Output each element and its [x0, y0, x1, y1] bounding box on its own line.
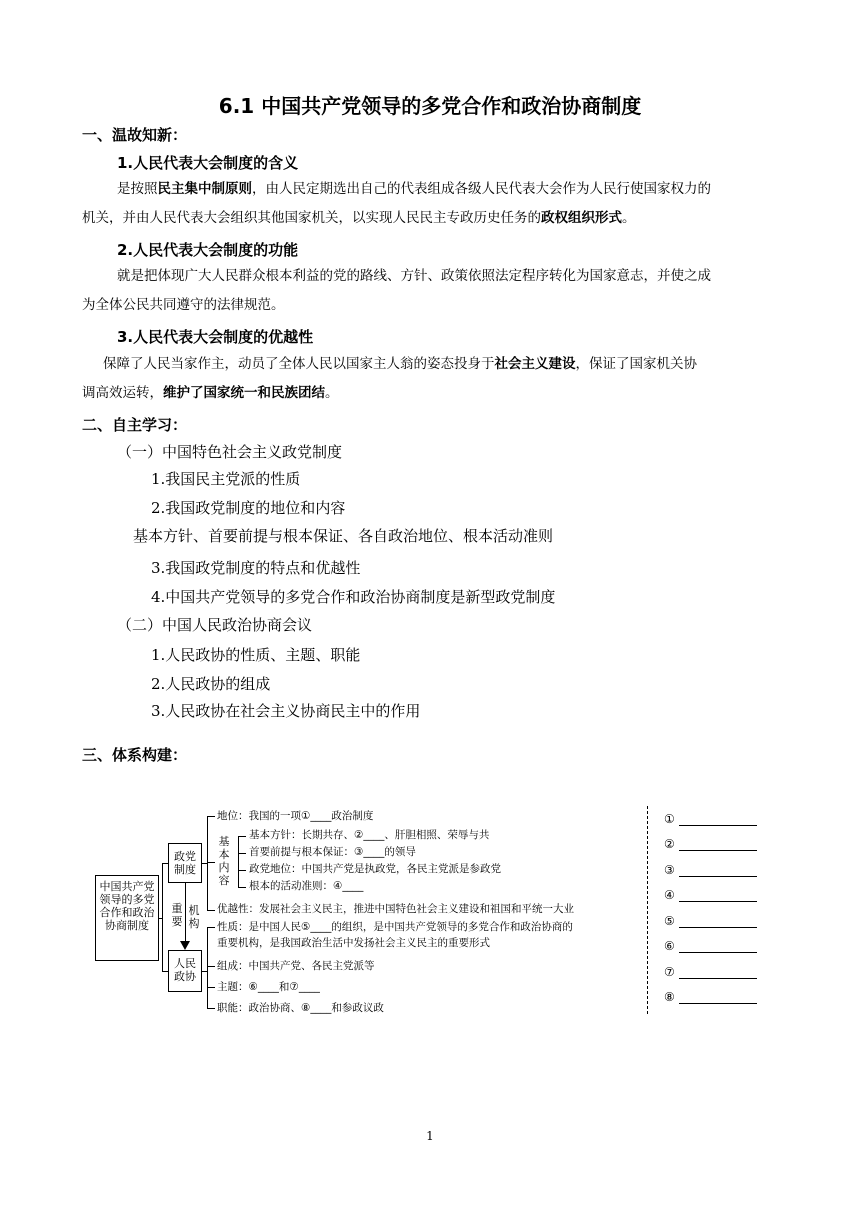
outline-item: 2.人民政协的组成 — [151, 675, 271, 693]
link-label-a: 重要 — [171, 902, 183, 928]
outline-item: 3.我国政党制度的特点和优越性 — [151, 559, 361, 577]
subsection-2-line-1: 就是把体现广大人民群众根本利益的党的路线、方针、政策依照法定程序转化为国家意志，并使之成 — [117, 268, 711, 284]
status-item: 地位：我国的一项①____政治制度 — [217, 810, 374, 822]
composition-item: 组成：中国共产党、各民主党派等 — [217, 960, 375, 972]
outline-item: 1.我国民主党派的性质 — [151, 470, 301, 488]
answer-blank-4[interactable]: ④ — [664, 889, 757, 902]
root-box: 中国共产党领导的多党合作和政治协商制度 — [95, 875, 159, 961]
subsection-1-heading: 1.人民代表大会制度的含义 — [117, 154, 299, 172]
premise-item: 首要前提与根本保证：③____的领导 — [249, 846, 416, 858]
answer-blank-1[interactable]: ① — [664, 813, 757, 826]
outline-item: 2.我国政党制度的地位和内容 — [151, 499, 346, 517]
outline-item: （二）中国人民政治协商会议 — [117, 616, 313, 634]
cppcc-box: 人民政协 — [168, 950, 202, 992]
section-2-heading: 二、自主学习： — [82, 416, 188, 434]
outline-item: 3.人民政协在社会主义协商民主中的作用 — [151, 702, 421, 720]
outline-item: 基本方针、首要前提与根本保证、各自政治地位、根本活动准则 — [133, 527, 554, 545]
arrow-down-icon — [180, 941, 190, 950]
subsection-3-line-1: 保障了人民当家作主，动员了全体人民以国家主人翁的姿态投身于社会主义建设，保证了国家机关协 — [103, 356, 697, 372]
party-system-box: 政党制度 — [168, 843, 202, 883]
function-item: 职能：政治协商、⑧____和参政议政 — [217, 1002, 384, 1014]
page-number: 1 — [426, 1129, 434, 1143]
page-title: 6.1 中国共产党领导的多党合作和政治协商制度 — [218, 94, 642, 118]
link-label-b: 机构 — [188, 904, 200, 930]
subsection-1-line-2: 机关，并由人民代表大会组织其他国家机关，以实现人民民主专政历史任务的政权组织形式。 — [82, 210, 636, 226]
dashed-divider — [647, 806, 648, 1014]
subsection-2-heading: 2.人民代表大会制度的功能 — [117, 241, 299, 259]
theme-item: 主题：⑥____和⑦____ — [217, 981, 320, 993]
outline-item: （一）中国特色社会主义政党制度 — [117, 443, 343, 461]
answer-blank-8[interactable]: ⑧ — [664, 991, 757, 1004]
position-item: 政党地位：中国共产党是执政党，各民主党派是参政党 — [249, 863, 501, 875]
subsection-3-line-2: 调高效运转，维护了国家统一和民族团结。 — [82, 385, 339, 401]
content-label: 基本内容 — [218, 835, 230, 887]
principle-item: 根本的活动准则：④____ — [249, 880, 364, 892]
subsection-3-heading: 3.人民代表大会制度的优越性 — [117, 328, 314, 346]
answer-blank-5[interactable]: ⑤ — [664, 915, 757, 928]
nature-item-line-1: 性质：是中国人民⑤____的组织，是中国共产党领导的多党合作和政治协商的 — [217, 921, 573, 933]
answer-blank-3[interactable]: ③ — [664, 864, 757, 877]
section-3-heading: 三、体系构建： — [82, 746, 188, 764]
answer-blank-7[interactable]: ⑦ — [664, 966, 757, 979]
policy-item: 基本方针：长期共存、②____、肝胆相照、荣辱与共 — [249, 829, 490, 841]
subsection-1-line-1: 是按照民主集中制原则，由人民定期选出自己的代表组成各级人民代表大会作为人民行使国家权力的 — [117, 181, 711, 197]
outline-item: 4.中国共产党领导的多党合作和政治协商制度是新型政党制度 — [151, 588, 556, 606]
outline-item: 1.人民政协的性质、主题、职能 — [151, 646, 361, 664]
superiority-item: 优越性：发展社会主义民主，推进中国特色社会主义建设和祖国和平统一大业 — [217, 903, 574, 915]
subsection-2-line-2: 为全体公民共同遵守的法律规范。 — [82, 297, 285, 313]
answer-blank-2[interactable]: ② — [664, 838, 757, 851]
section-1-heading: 一、温故知新： — [82, 126, 188, 144]
answer-blank-6[interactable]: ⑥ — [664, 940, 757, 953]
nature-item-line-2: 重要机构，是我国政治生活中发扬社会主义民主的重要形式 — [217, 937, 490, 949]
